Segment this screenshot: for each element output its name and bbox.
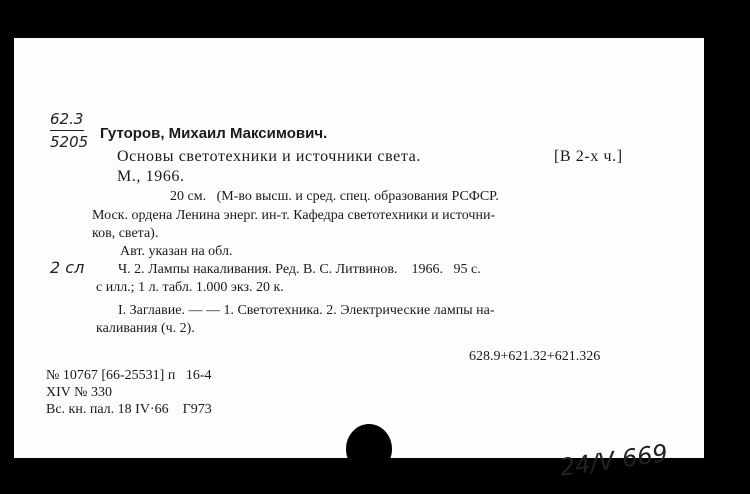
- punch-hole: [346, 424, 392, 474]
- book-title: Основы светотехники и источники света.: [117, 148, 421, 165]
- call-number-divider: [50, 130, 84, 131]
- author-note: Авт. указан на обл.: [120, 244, 233, 259]
- author-heading: Гуторов, Михаил Максимович.: [100, 125, 328, 142]
- note-line-3: ков, света).: [92, 226, 159, 241]
- size-and-note: 20 см. (М-во высш. и сред. спец. образования РСФСР.: [170, 189, 499, 204]
- subjects-line-1: I. Заглавие. — — 1. Светотехника. 2. Электрические лампы на-: [118, 303, 495, 318]
- catalog-card: [14, 38, 704, 482]
- part-line-2: с илл.; 1 л. табл. 1.000 экз. 20 к.: [96, 280, 284, 295]
- part-line-1: Ч. 2. Лампы накаливания. Ред. В. С. Литвинов. 1966. 95 с.: [118, 262, 481, 277]
- handwritten-code-text: 24/V 669: [558, 438, 670, 482]
- imprint: М., 1966.: [117, 168, 185, 185]
- note-line-2: Моск. ордена Ленина энерг. ин-т. Кафедра светотехники и источни-: [92, 208, 496, 223]
- catalog-number: № 10767 [66-25531] п 16-4: [46, 368, 212, 383]
- call-number-bottom: 5205: [50, 133, 89, 151]
- subjects-line-2: каливания (ч. 2).: [96, 321, 195, 336]
- part-mark: 2 сл: [50, 258, 85, 277]
- book-chamber-stamp: Вс. кн. пал. 18 IV·66 Г973: [46, 402, 212, 417]
- call-number-top: 62.3: [50, 110, 84, 128]
- handwritten-code: [554, 433, 704, 483]
- udc-index: 628.9+621.32+621.326: [469, 349, 601, 364]
- series-number: XIV № 330: [46, 385, 112, 400]
- volumes-note: [В 2-х ч.]: [554, 148, 623, 165]
